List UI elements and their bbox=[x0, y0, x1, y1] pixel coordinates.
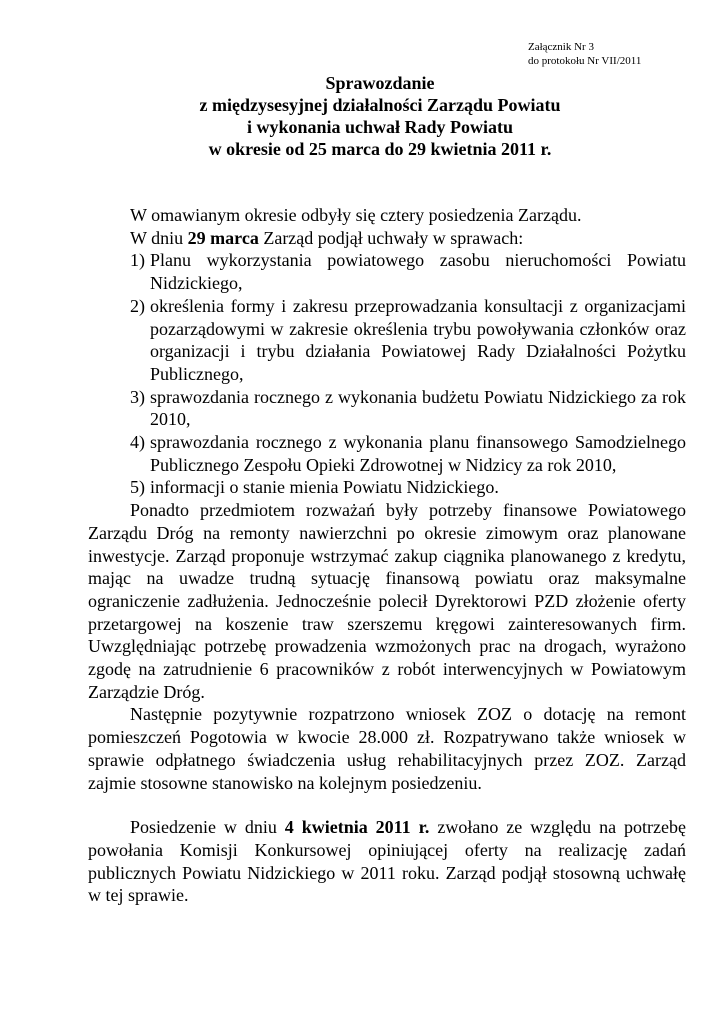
list-item-text: sprawozdania rocznego z wykonania budżetu Powiatu Nidzickiego za rok 2010, bbox=[150, 386, 686, 430]
list-item bbox=[130, 295, 686, 386]
title-line-1: Sprawozdanie bbox=[325, 73, 435, 93]
paragraph-zoz: Następnie pozytywnie rozpatrzono wniosek ZOZ o dotację na remont pomieszczeń Pogotowia w kwocie 28.000 zł. Rozpatrywano także wniosek w sprawie odpłatnego świadczenia usług rehabilitacyjnych przez ZOZ. Zarząd zajmie stosowne stanowisko na kolejnym posiedzeniu. bbox=[88, 704, 686, 793]
list-item-number: 1) bbox=[130, 250, 145, 271]
intro-line-2 bbox=[88, 227, 686, 250]
list-item-text: określenia formy i zakresu przeprowadzania konsultacji z organizacjami pozarządowymi w zakresie określenia trybu powoływania członków oraz organizacji i trybu działania Powiatowej Rady Działalności Pożytku Publicznego, bbox=[150, 295, 686, 384]
april-date-bold: 4 kwietnia 2011 r. bbox=[284, 817, 430, 838]
paragraph-roads: Ponadto przedmiotem rozważań były potrzeby finansowe Powiatowego Zarządu Dróg na remonty nawierzchni po okresie zimowym oraz planowane inwestycje. Zarząd proponuje wstrzymać zakup ciągnika planowanego z kredytu, mając na uwadze trudną sytuację finansową powiatu oraz maksymalne ograniczenie zadłużenia. Jednocześnie polecił Dyrektorowi PZD złożenie oferty przetargowej na koszenie traw szerszemu kręgowi zainteresowanych firm. Uwzględniając potrzebę prowadzenia wzmożonych prac na drogach, wyrażono zgodę na zatrudnienie 6 pracowników z robót interwencyjnych w Powiatowym Zarządzie Dróg. bbox=[88, 500, 686, 702]
list-item bbox=[130, 431, 686, 476]
list-item-text: informacji o stanie mienia Powiatu Nidzickiego. bbox=[150, 477, 499, 498]
document-title bbox=[0, 72, 725, 160]
title-line-3: i wykonania uchwał Rady Powiatu bbox=[246, 117, 514, 137]
intro-line-2-post: Zarząd podjął uchwały w sprawach: bbox=[258, 227, 524, 248]
intro-date-bold: 29 marca bbox=[187, 227, 259, 248]
document-body bbox=[88, 204, 686, 907]
annex-note bbox=[528, 40, 641, 68]
list-item-number: 5) bbox=[130, 477, 145, 498]
annex-line-1: Załącznik Nr 3 bbox=[528, 41, 594, 53]
list-item-number: 2) bbox=[130, 295, 145, 316]
intro-line-2-pre: W dniu bbox=[130, 227, 188, 248]
list-item-text: Planu wykorzystania powiatowego zasobu nieruchomości Powiatu Nidzickiego, bbox=[150, 250, 686, 294]
list-item bbox=[130, 476, 686, 499]
april-post: zwołano ze względu na potrzebę powołania Komisji Konkursowej opiniującej oferty na realizację zadań publicznych Powiatu Nidzickiego w 2011 roku. Zarząd podjął stosowną uchwałę w tej sprawie. bbox=[88, 817, 686, 906]
list-item bbox=[130, 386, 686, 431]
paragraph-gap bbox=[88, 794, 686, 816]
april-pre: Posiedzenie w dniu bbox=[130, 817, 285, 838]
list-item-number: 4) bbox=[130, 432, 145, 453]
list-item-number: 3) bbox=[130, 386, 145, 407]
title-line-2: z międzysesyjnej działalności Zarządu Powiatu bbox=[199, 95, 561, 115]
paragraph-april-meeting bbox=[88, 816, 686, 907]
title-line-4: w okresie od 25 marca do 29 kwietnia 2011 r. bbox=[208, 139, 552, 159]
annex-line-2: do protokołu Nr VII/2011 bbox=[528, 55, 642, 67]
list-item-text: sprawozdania rocznego z wykonania planu finansowego Samodzielnego Publicznego Zespołu Opieki Zdrowotnej w Nidzicy za rok 2010, bbox=[150, 432, 686, 475]
list-item bbox=[130, 249, 686, 294]
intro-line-1: W omawianym okresie odbyły się cztery posiedzenia Zarządu. bbox=[130, 205, 582, 225]
